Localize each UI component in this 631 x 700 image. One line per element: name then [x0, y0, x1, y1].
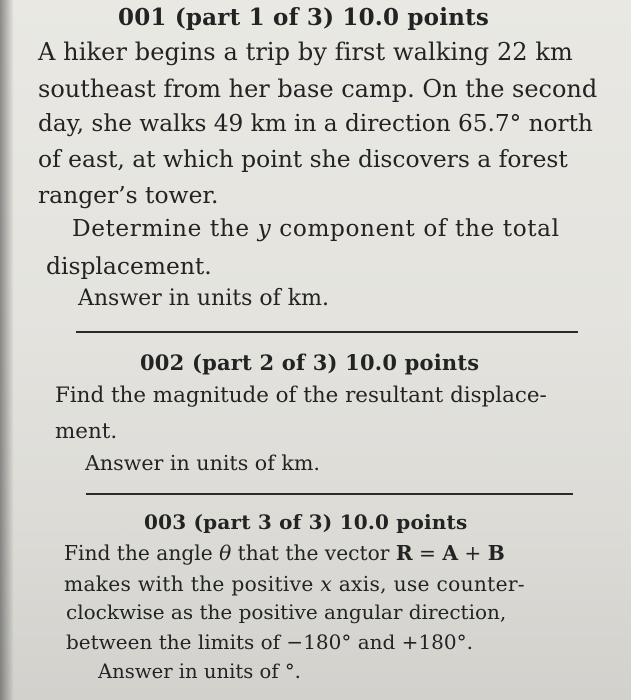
q3-header: 003 (part 3 of 3) 10.0 points: [144, 510, 468, 534]
q1-line-2: southeast from her base camp. On the second: [38, 75, 598, 103]
q1-line-1: A hiker begins a trip by first walking 22 km: [38, 38, 573, 66]
q3-vector-r: R: [395, 541, 413, 565]
q1-prompt-text-b: component of the total: [271, 215, 560, 242]
q1-q2-divider: [76, 331, 578, 333]
q3-units: Answer in units of °.: [98, 660, 301, 683]
q3-line-1: [64, 541, 505, 565]
q3-line-1-a: Find the angle: [64, 541, 220, 565]
q2-header: 002 (part 2 of 3) 10.0 points: [140, 350, 480, 375]
q2-line-2: ment.: [55, 419, 118, 444]
q3-line-3: clockwise as the positive angular direction,: [66, 600, 507, 624]
q3-x-var: x: [320, 572, 332, 596]
q1-line-3: day, she walks 49 km in a direction 65.7° north: [38, 110, 593, 137]
q1-header: 001 (part 1 of 3) 10.0 points: [118, 4, 490, 31]
q1-prompt: [72, 215, 560, 242]
q3-line-2-b: axis, use counter-: [332, 572, 525, 596]
q3-vector-a: A: [442, 541, 459, 565]
q3-theta: θ: [219, 541, 232, 565]
q1-line-4: of east, at which point she discovers a forest: [38, 145, 568, 173]
q3-plus: +: [458, 541, 488, 565]
q3-equals: =: [412, 541, 443, 565]
page-edge-shadow: [0, 0, 14, 700]
q2-units: Answer in units of km.: [85, 451, 320, 475]
q2-line-1: Find the magnitude of the resultant displace-: [55, 383, 547, 408]
q1-prompt-text-a: Determine the: [72, 215, 258, 242]
q3-line-2-a: makes with the positive: [64, 572, 321, 596]
q1-units: Answer in units of km.: [78, 286, 329, 311]
q1-prompt-var: y: [257, 215, 272, 242]
q3-line-1-b: that the vector: [231, 541, 396, 565]
q3-line-4: between the limits of −180° and +180°.: [66, 630, 473, 654]
q3-vector-b: B: [487, 541, 505, 565]
q2-q3-divider: [86, 493, 573, 495]
q3-line-2: [64, 572, 525, 596]
q1-prompt-line-2: displacement.: [46, 252, 212, 280]
q1-line-5: ranger’s tower.: [38, 181, 219, 209]
